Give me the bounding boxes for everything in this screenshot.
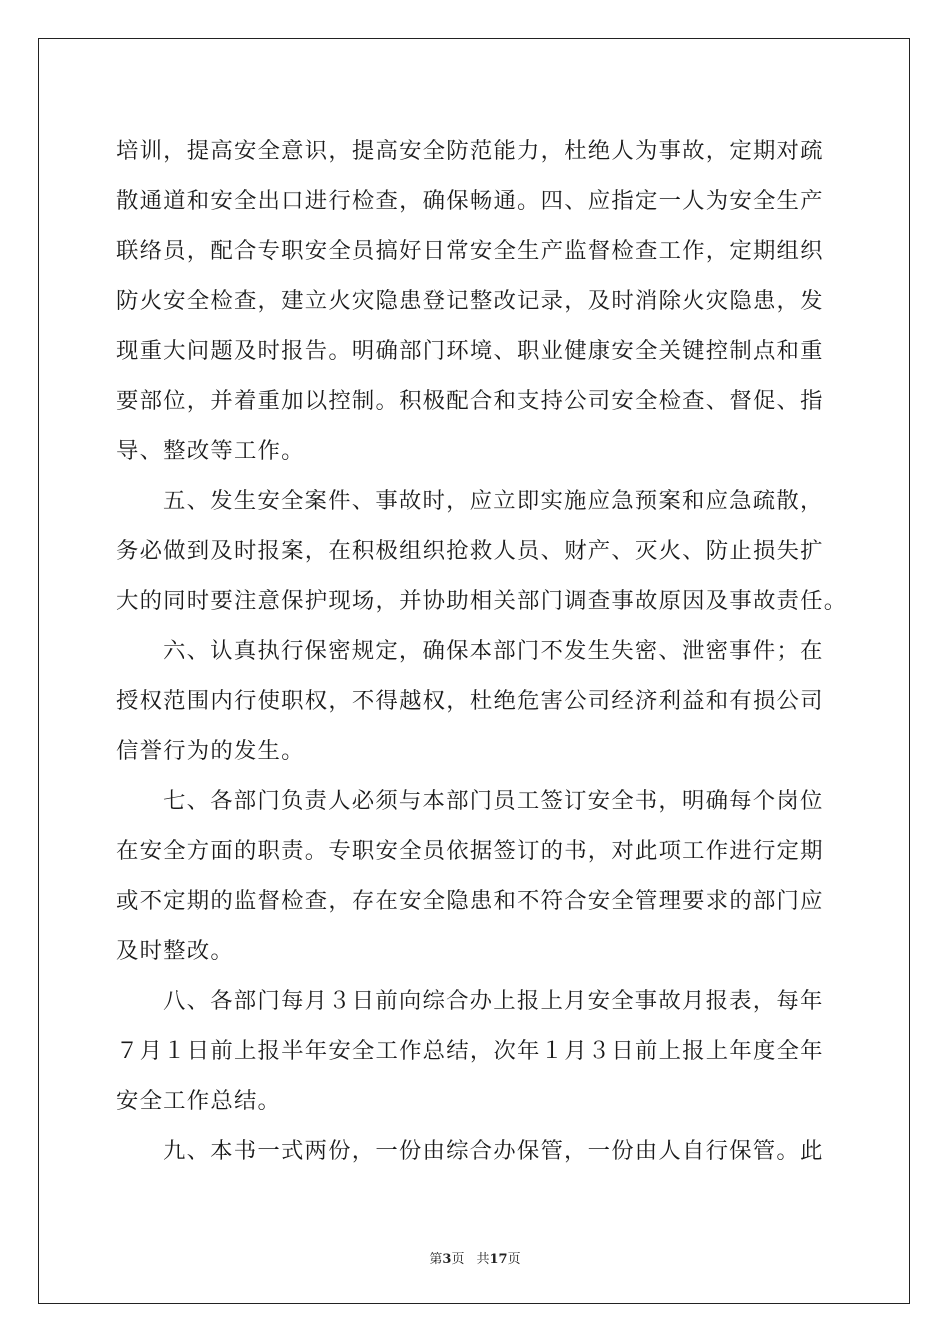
paragraph-item-6 <box>116 626 836 776</box>
text-line: 或不定期的监督检查，存在安全隐患和不符合安全管理要求的部门应 <box>116 888 824 914</box>
text-line: ７月１日前上报半年安全工作总结，次年１月３日前上报上年度全年 <box>116 1038 824 1064</box>
current-page-number: 3 <box>442 1252 452 1267</box>
text-line: 及时整改。 <box>116 938 234 964</box>
text-line: 散通道和安全出口进行检查，确保畅通。四、应指定一人为安全生产 <box>116 188 824 214</box>
document-body <box>116 126 848 1176</box>
paragraph-item-9 <box>116 1126 836 1176</box>
text-line: 七、各部门负责人必须与本部门员工签订安全书，明确每个岗位 <box>163 788 824 814</box>
total-unit: 页 <box>507 1252 521 1267</box>
text-line: 现重大问题及时报告。明确部门环境、职业健康安全关键控制点和重 <box>116 338 824 364</box>
paragraph-item-8 <box>116 976 836 1126</box>
total-page-count: 17 <box>489 1252 508 1267</box>
text-line: 联络员，配合专职安全员搞好日常安全生产监督检查工作，定期组织 <box>116 238 824 264</box>
text-line: 务必做到及时报案，在积极组织抢救人员、财产、灭火、防止损失扩 <box>116 538 824 564</box>
text-line: 大的同时要注意保护现场，并协助相关部门调查事故原因及事故责任。 <box>116 588 848 614</box>
page-footer <box>0 1248 950 1267</box>
total-prefix: 共 <box>476 1252 490 1267</box>
text-line: 培训，提高安全意识，提高安全防范能力，杜绝人为事故，定期对疏 <box>116 138 824 164</box>
paragraph-item-5 <box>116 476 848 626</box>
text-line: 要部位，并着重加以控制。积极配合和支持公司安全检查、督促、指 <box>116 388 824 414</box>
text-line: 导、整改等工作。 <box>116 438 305 464</box>
paragraph-1 <box>116 126 836 476</box>
text-line: 六、认真执行保密规定，确保本部门不发生失密、泄密事件；在 <box>163 638 824 664</box>
text-line: 五、发生安全案件、事故时，应立即实施应急预案和应急疏散， <box>163 488 824 514</box>
text-line: 在安全方面的职责。专职安全员依据签订的书，对此项工作进行定期 <box>116 838 824 864</box>
page-prefix: 第 <box>429 1252 443 1267</box>
paragraph-item-7 <box>116 776 836 976</box>
text-line: 安全工作总结。 <box>116 1088 282 1114</box>
text-line: 防火安全检查，建立火灾隐患登记整改记录，及时消除火灾隐患，发 <box>116 288 824 314</box>
text-line: 八、各部门每月３日前向综合办上报上月安全事故月报表，每年 <box>163 988 824 1014</box>
text-line: 九、本书一式两份，一份由综合办保管，一份由人自行保管。此 <box>163 1138 824 1164</box>
text-line: 信誉行为的发生。 <box>116 738 305 764</box>
text-line: 授权范围内行使职权，不得越权，杜绝危害公司经济利益和有损公司 <box>116 688 824 714</box>
page-unit: 页 <box>451 1252 465 1267</box>
